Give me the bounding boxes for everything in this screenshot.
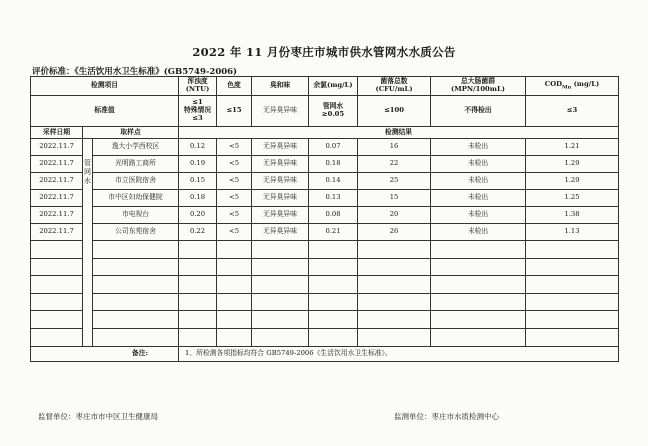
header-cod-sub: Mn: [562, 84, 572, 91]
cell-bacteria: 20: [358, 207, 431, 224]
table-row: [31, 156, 619, 173]
page-title: 2022 年 11 月份枣庄市城市供水管网水水质公告: [192, 45, 456, 59]
cell-point: 光明路工商所: [93, 156, 179, 173]
header-odor: 臭和味: [252, 77, 309, 96]
cell-color: <5: [217, 224, 252, 241]
standard-turbidity: ≤1 特殊情况 ≤3: [179, 96, 217, 127]
label-date: 采样日期: [31, 127, 83, 139]
header-color: 色度: [217, 77, 252, 96]
cell-bacteria: 16: [358, 139, 431, 156]
cell-point: 市立医院宿舍: [93, 173, 179, 190]
note-label: 备注:: [31, 346, 179, 361]
cell-chlorine: 0.14: [309, 173, 358, 190]
standard-label: 标准值: [31, 96, 179, 127]
cell-bacteria: 25: [358, 173, 431, 190]
table-row: [31, 224, 619, 241]
cell-point: 逸大小学西校区: [93, 139, 179, 156]
cell-bacteria: 22: [358, 156, 431, 173]
empty-row: [31, 311, 619, 329]
cell-color: <5: [217, 139, 252, 156]
water-quality-table: [30, 76, 619, 362]
label-result: 检测结果: [179, 127, 619, 139]
cell-cod: 1.21: [526, 139, 619, 156]
header-cod-name: COD: [544, 79, 563, 88]
monitoring-unit: 监测单位：枣庄市水质检测中心: [394, 412, 499, 421]
cell-coliform: 未检出: [431, 139, 526, 156]
header-turbidity: 浑浊度 (NTU): [179, 77, 217, 96]
cell-date: 2022.11.7: [31, 190, 83, 207]
standard-bacteria: ≤100: [358, 96, 431, 127]
cell-odor: 无异臭异味: [252, 173, 309, 190]
standard-color: ≤15: [217, 96, 252, 127]
table-row: [31, 173, 619, 190]
cell-point: 市中区妇幼保健院: [93, 190, 179, 207]
cell-color: <5: [217, 207, 252, 224]
note-text: 1、所检测各项指标均符合 GB5749-2006《生活饮用水卫生标准》。: [179, 346, 619, 361]
group-label: 管网水: [83, 159, 92, 186]
cell-cod: 1.25: [526, 190, 619, 207]
cell-turbidity: 0.18: [179, 190, 217, 207]
empty-row: [31, 328, 619, 346]
cell-color: <5: [217, 156, 252, 173]
cell-turbidity: 0.15: [179, 173, 217, 190]
cell-color: <5: [217, 173, 252, 190]
evaluation-standard: 评价标准：《生活饮用水卫生标准》(GB5749-2006): [32, 67, 238, 77]
table-row: [31, 139, 619, 156]
header-item: 检测项目: [31, 77, 179, 96]
cell-coliform: 未检出: [431, 173, 526, 190]
empty-row: [31, 258, 619, 276]
cell-point: 公司东苑宿舍: [93, 224, 179, 241]
label-row: [31, 127, 619, 139]
header-bacteria: 菌落总数 (CFU/mL): [358, 77, 431, 96]
cell-coliform: 未检出: [431, 190, 526, 207]
cell-cod: 1.38: [526, 207, 619, 224]
cell-date: 2022.11.7: [31, 139, 83, 156]
cell-turbidity: 0.19: [179, 156, 217, 173]
standard-chlorine: 管网水 ≥0.05: [309, 96, 358, 127]
cell-point: 市电视台: [93, 207, 179, 224]
standard-row: [31, 96, 619, 127]
header-chlorine: 余氯(mg/L): [309, 77, 358, 96]
note-row: [31, 346, 619, 361]
table-row: [31, 190, 619, 207]
header-cod: [526, 77, 619, 96]
cell-coliform: 未检出: [431, 224, 526, 241]
cell-odor: 无异臭异味: [252, 190, 309, 207]
group-label-cell: [83, 139, 93, 347]
cell-cod: 1.13: [526, 224, 619, 241]
cell-chlorine: 0.21: [309, 224, 358, 241]
header-cod-unit: (mg/L): [571, 79, 600, 88]
cell-chlorine: 0.07: [309, 139, 358, 156]
label-point: 取样点: [83, 127, 179, 139]
cell-cod: 1.29: [526, 156, 619, 173]
cell-coliform: 未检出: [431, 156, 526, 173]
cell-odor: 无异臭异味: [252, 207, 309, 224]
cell-turbidity: 0.12: [179, 139, 217, 156]
cell-turbidity: 0.22: [179, 224, 217, 241]
header-coliform: 总大肠菌群 (MPN/100mL): [431, 77, 526, 96]
cell-odor: 无异臭异味: [252, 224, 309, 241]
cell-chlorine: 0.13: [309, 190, 358, 207]
cell-color: <5: [217, 190, 252, 207]
cell-date: 2022.11.7: [31, 156, 83, 173]
empty-row: [31, 241, 619, 259]
cell-bacteria: 15: [358, 190, 431, 207]
cell-chlorine: 0.18: [309, 156, 358, 173]
cell-chlorine: 0.08: [309, 207, 358, 224]
empty-row: [31, 276, 619, 294]
cell-bacteria: 26: [358, 224, 431, 241]
empty-row: [31, 293, 619, 311]
cell-turbidity: 0.20: [179, 207, 217, 224]
cell-odor: 无异臭异味: [252, 156, 309, 173]
cell-odor: 无异臭异味: [252, 139, 309, 156]
standard-odor: 无异臭异味: [252, 96, 309, 127]
cell-coliform: 未检出: [431, 207, 526, 224]
header-row: [31, 77, 619, 96]
cell-date: 2022.11.7: [31, 207, 83, 224]
cell-date: 2022.11.7: [31, 224, 83, 241]
standard-cod: ≤3: [526, 96, 619, 127]
cell-cod: 1.29: [526, 173, 619, 190]
standard-coliform: 不得检出: [431, 96, 526, 127]
supervising-unit: 监督单位：枣庄市市中区卫生健康局: [38, 412, 158, 421]
table-row: [31, 207, 619, 224]
cell-date: 2022.11.7: [31, 173, 83, 190]
